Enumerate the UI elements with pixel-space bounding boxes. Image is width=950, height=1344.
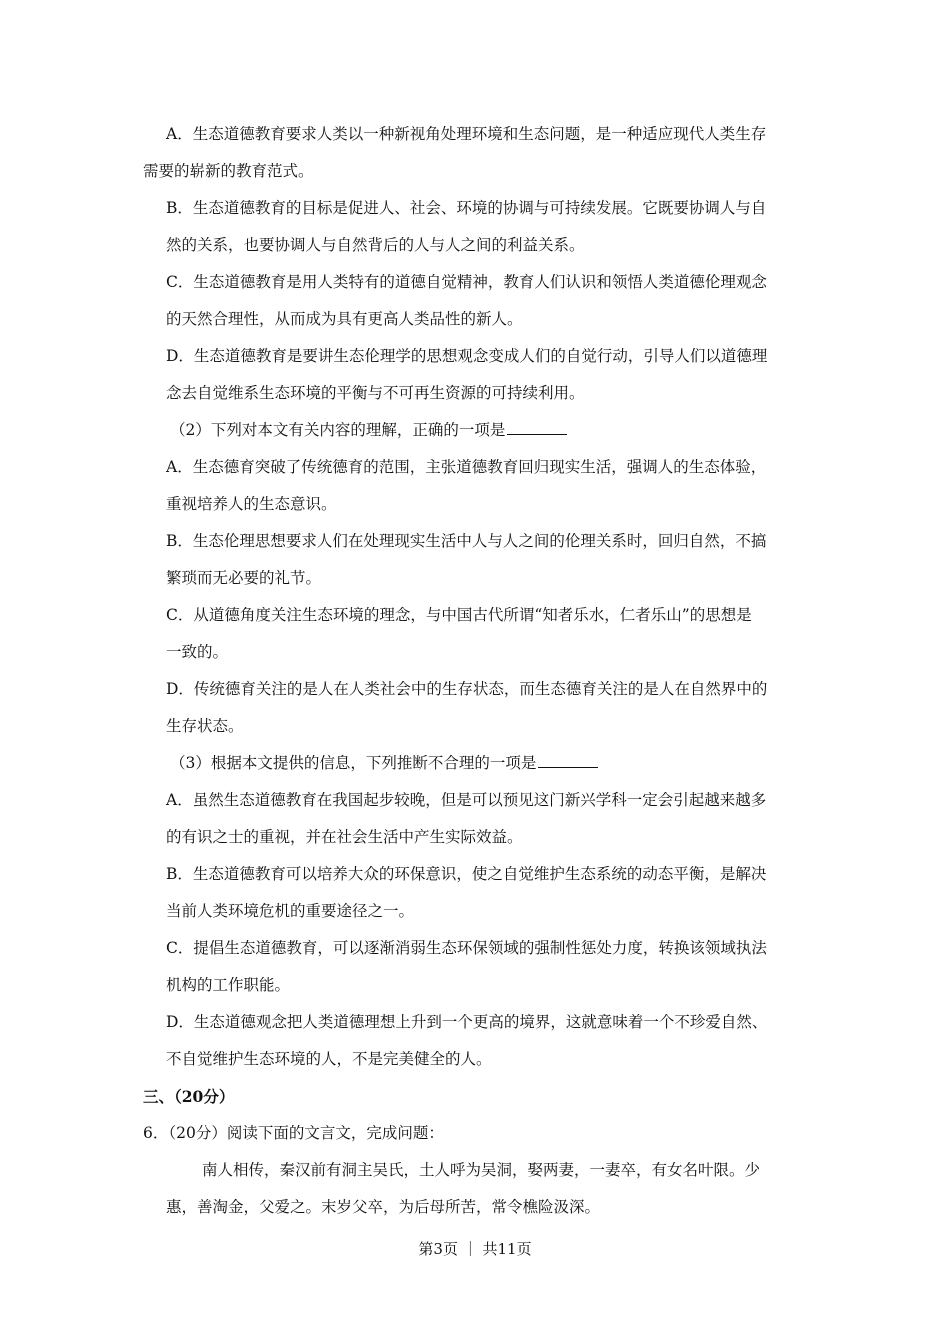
q3-option-d-line2: 不自觉维护生态环境的人，不是完美健全的人。	[166, 1050, 492, 1068]
q6-stem: 6．（20分）阅读下面的文言文，完成问题：	[143, 1124, 444, 1142]
q1-option-b-line1: B．生态道德教育的目标是促进人、社会、环境的协调与可持续发展。它既要协调人与自	[166, 199, 767, 217]
q3-option-a-line1: A．虽然生态道德教育在我国起步较晚，但是可以预见这门新兴学科一定会引起越来越多	[166, 791, 767, 809]
q2-answer-blank	[507, 420, 567, 435]
q6-passage-line1: 南人相传，秦汉前有洞主吴氏，土人呼为吴洞，娶两妻，一妻卒，有女名叶限。少	[202, 1161, 761, 1179]
q2-option-b-line2: 繁琐而无必要的礼节。	[166, 569, 322, 587]
q1-option-b-line2: 然的关系，也要协调人与自然背后的人与人之间的利益关系。	[166, 236, 585, 254]
q3-option-b-line1: B．生态道德教育可以培养大众的环保意识，使之自觉维护生态系统的动态平衡，是解决	[166, 865, 767, 883]
q2-option-a-line2: 重视培养人的生态意识。	[166, 495, 337, 513]
q3-option-b-line2: 当前人类环境危机的重要途径之一。	[166, 902, 415, 920]
q2-stem	[143, 412, 843, 449]
q1-option-c-line2: 的天然合理性，从而成为具有更高人类品性的新人。	[166, 310, 523, 328]
q1-option-d-line1: D．生态道德教育是要讲生态伦理学的思想观念变成人们的自觉行动，引导人们以道德理	[166, 347, 768, 365]
q3-stem-text: （3）根据本文提供的信息，下列推断不合理的一项是	[170, 754, 537, 772]
section-title: 三、（20分）	[143, 1087, 235, 1106]
q1-option-a-line1: A．生态道德教育要求人类以一种新视角处理环境和生态问题，是一种适应现代人类生存	[166, 125, 767, 143]
q2-option-c-line1: C．从道德角度关注生态环境的理念，与中国古代所谓“知者乐水，仁者乐山”的思想是	[166, 606, 752, 624]
page-content	[143, 116, 843, 1226]
q1-option-d-line2: 念去自觉维系生态环境的平衡与不可再生资源的可持续利用。	[166, 384, 585, 402]
q3-option-c-line2: 机构的工作职能。	[166, 976, 291, 994]
q1-option-c-line1: C．生态道德教育是用人类特有的道德自觉精神，教育人们认识和领悟人类道德伦理观念	[166, 273, 767, 291]
q2-option-a-line1: A．生态德育突破了传统德育的范围，主张道德教育回归现实生活，强调人的生态体验，	[166, 458, 767, 476]
q3-option-c-line1: C．提倡生态道德教育，可以逐渐消弱生态环保领域的强制性惩处力度，转换该领域执法	[166, 939, 767, 957]
q2-option-d-line2: 生存状态。	[166, 717, 244, 735]
q2-stem-text: （2）下列对本文有关内容的理解，正确的一项是	[170, 421, 506, 439]
q3-answer-blank	[538, 753, 598, 768]
q2-option-c-line2: 一致的。	[166, 643, 229, 661]
q1-option-a-line2: 需要的崭新的教育范式。	[143, 162, 314, 180]
q3-option-d-line1: D．生态道德观念把人类道德理想上升到一个更高的境界，这就意味着一个不珍爱自然、	[166, 1013, 768, 1031]
q6-passage-line2: 惠，善淘金，父爱之。末岁父卒，为后母所苦，常令樵险汲深。	[166, 1198, 601, 1216]
q3-option-a-line2: 的有识之士的重视，并在社会生活中产生实际效益。	[166, 828, 523, 846]
page-footer: 第3页 ｜ 共11页	[418, 1240, 532, 1258]
q2-option-d-line1: D．传统德育关注的是人在人类社会中的生存状态，而生态德育关注的是人在自然界中的	[166, 680, 768, 698]
q3-stem	[143, 745, 843, 782]
q2-option-b-line1: B．生态伦理思想要求人们在处理现实生活中人与人之间的伦理关系时，回归自然，不搞	[166, 532, 767, 550]
